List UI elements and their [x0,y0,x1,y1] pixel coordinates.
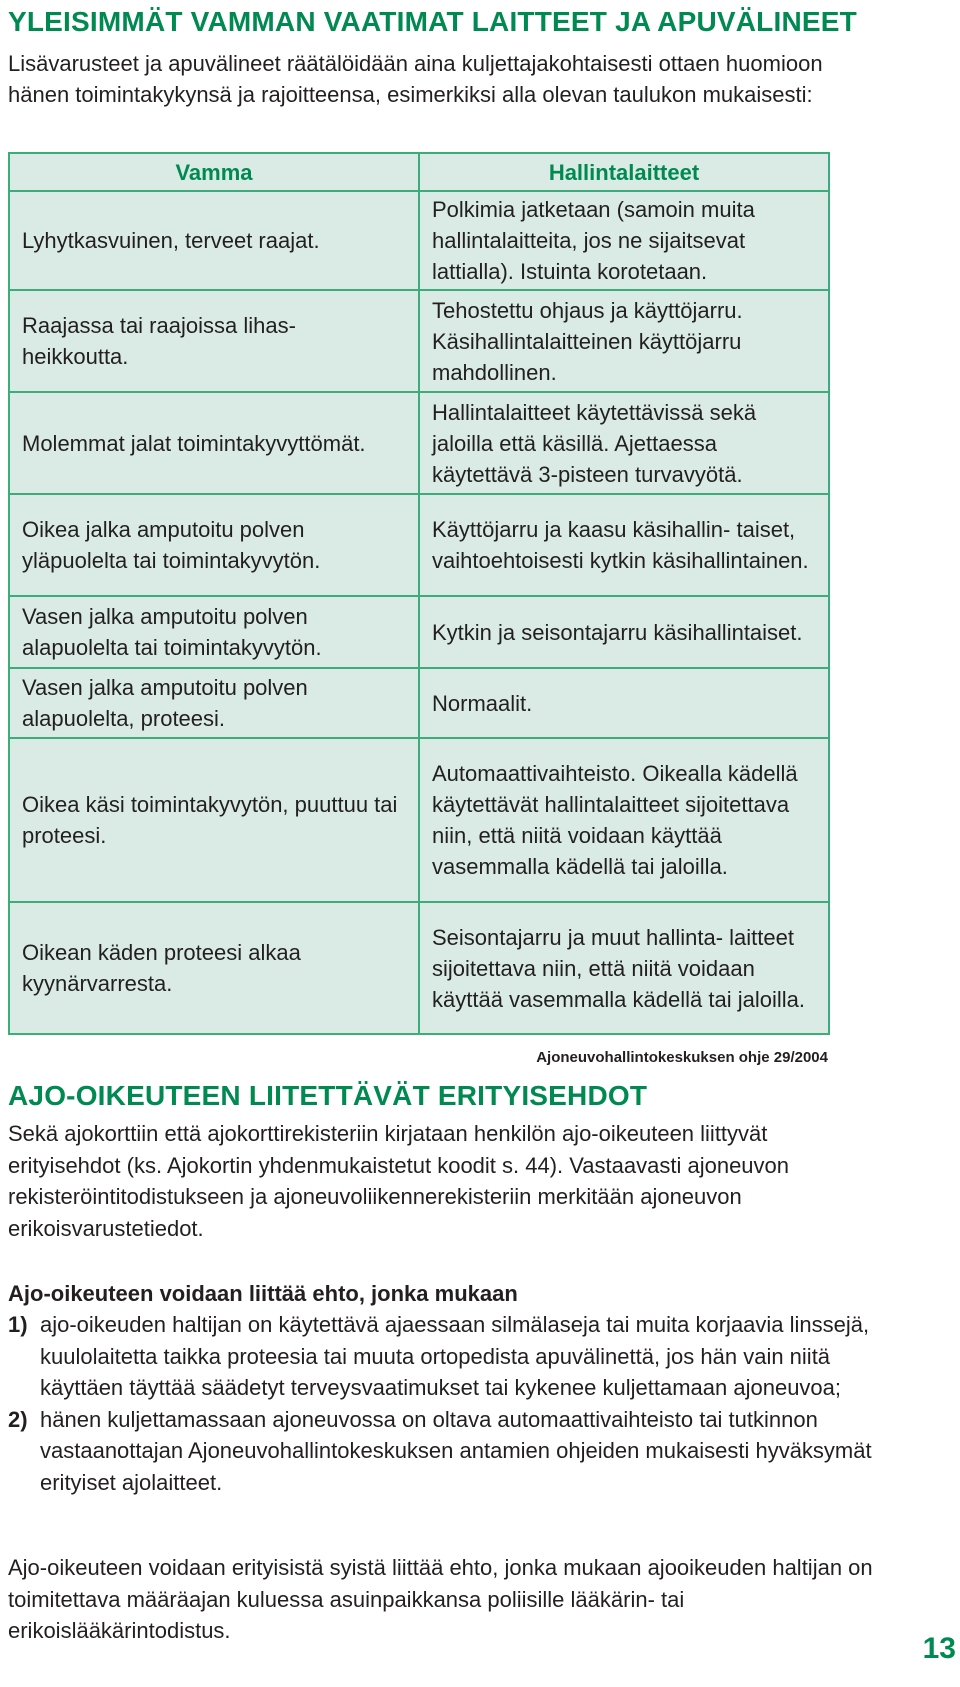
disability-equipment-table [8,152,830,1035]
table-cell-vamma: Oikea käsi toimintakyvytön, puuttuu tai proteesi. [9,738,419,902]
table-cell-vamma: Oikean käden proteesi alkaa kyynärvarresta. [9,902,419,1034]
table-row [9,290,829,392]
table-cell-hallintalaitteet: Normaalit. [419,668,829,738]
table-cell-hallintalaitteet: Tehostettu ohjaus ja käyttöjarru. Käsihallintalaitteinen käyttöjarru mahdollinen. [419,290,829,392]
table-cell-hallintalaitteet: Seisontajarru ja muut hallinta- laitteet sijoitettava niin, että niitä voidaan käyttää vasemmalla kädellä tai jaloilla. [419,902,829,1034]
main-heading: YLEISIMMÄT VAMMAN VAATIMAT LAITTEET JA APUVÄLINEET [8,6,857,37]
table-row [9,902,829,1034]
source-citation: Ajoneuvohallintokeskuksen ohje 29/2004 [536,1049,828,1066]
table-cell-hallintalaitteet: Polkimia jatketaan (samoin muita hallintalaitteita, jos ne sijaitsevat lattialla). Istuinta korotetaan. [419,191,829,290]
conditions-list [8,1309,878,1498]
table-row [9,596,829,668]
table-cell-hallintalaitteet: Käyttöjarru ja kaasu käsihallin- taiset, vaihtoehtoisesti kytkin käsihallintainen. [419,494,829,596]
column-header-vamma: Vamma [9,153,419,191]
list-item-number: 2) [8,1406,28,1432]
table-row [9,392,829,494]
table-cell-vamma: Lyhytkasvuinen, terveet raajat. [9,191,419,290]
conditions-heading: Ajo-oikeuteen voidaan liittää ehto, jonka mukaan [8,1281,518,1306]
table-cell-vamma: Raajassa tai raajoissa lihas- heikkoutta. [9,290,419,392]
intro-paragraph: Lisävarusteet ja apuvälineet räätälöidään aina kuljettajakohtaisesti ottaen huomioon hänen toimintakykynsä ja rajoitteensa, esimerkiksi alla olevan taulukon mukaisesti: [8,51,823,107]
table-row [9,738,829,902]
list-item [8,1309,878,1404]
list-item-text: hänen kuljettamassaan ajoneuvossa on oltava automaattivaihteisto tai tutkinnon vastaanottajan Ajoneuvohallintokeskuksen antamien ohjeiden mukaisesti hyväksymät erityiset ajolaitteet. [40,1406,872,1495]
list-item-text: ajo-oikeuden haltijan on käytettävä ajaessaan silmälaseja tai muita korjaavia linssejä, kuulolaitetta taikka proteesia tai muuta ortopedista apuvälinettä, jos hän vain niitä käyttäen täyttää säädetyt terveysvaatimukset tai kykenee kuljettamaan ajoneuvoa; [40,1312,870,1400]
body-paragraph: Sekä ajokorttiin että ajokorttirekisteriin kirjataan henkilön ajo-oikeuteen liittyvät erityisehdot (ks. Ajokortin yhdenmukaistetut koodit s. 44). Vastaavasti ajoneuvon rekisteröintitodistukseen ja ajoneuvoliikennerekisteriin merkitään ajoneuvon erikoisvarustetiedot. [8,1121,790,1241]
list-item-number: 1) [8,1312,28,1337]
closing-paragraph: Ajo-oikeuteen voidaan erityisistä syistä liittää ehto, jonka mukaan ajooikeuden haltijan on toimitettava määräajan kuluessa asuinpaikkansa poliisille lääkärin- tai erikoislääkärintodistus. [8,1555,873,1643]
column-header-hallintalaitteet: Hallintalaitteet [419,153,829,191]
table-row [9,668,829,738]
table-row [9,494,829,596]
table-cell-hallintalaitteet: Hallintalaitteet käytettävissä sekä jaloilla että käsillä. Ajettaessa käytettävä 3-pisteen turvavyötä. [419,392,829,494]
table-cell-hallintalaitteet: Automaattivaihteisto. Oikealla kädellä käytettävät hallintalaitteet sijoitettava niin, että niitä voidaan käyttää vasemmalla kädellä tai jaloilla. [419,738,829,902]
table-cell-vamma: Molemmat jalat toimintakyvyttömät. [9,392,419,494]
section-heading: AJO-OIKEUTEEN LIITETTÄVÄT ERITYISEHDOT [8,1080,648,1111]
table-cell-vamma: Oikea jalka amputoitu polven yläpuolelta tai toimintakyvytön. [9,494,419,596]
table-row [9,191,829,290]
table-cell-vamma: Vasen jalka amputoitu polven alapuolelta tai toimintakyvytön. [9,596,419,668]
table-header-row [9,153,829,191]
table-cell-hallintalaitteet: Kytkin ja seisontajarru käsihallintaiset. [419,596,829,668]
table-cell-vamma: Vasen jalka amputoitu polven alapuolelta, proteesi. [9,668,419,738]
list-item [8,1404,878,1499]
page-number: 13 [922,1632,956,1665]
